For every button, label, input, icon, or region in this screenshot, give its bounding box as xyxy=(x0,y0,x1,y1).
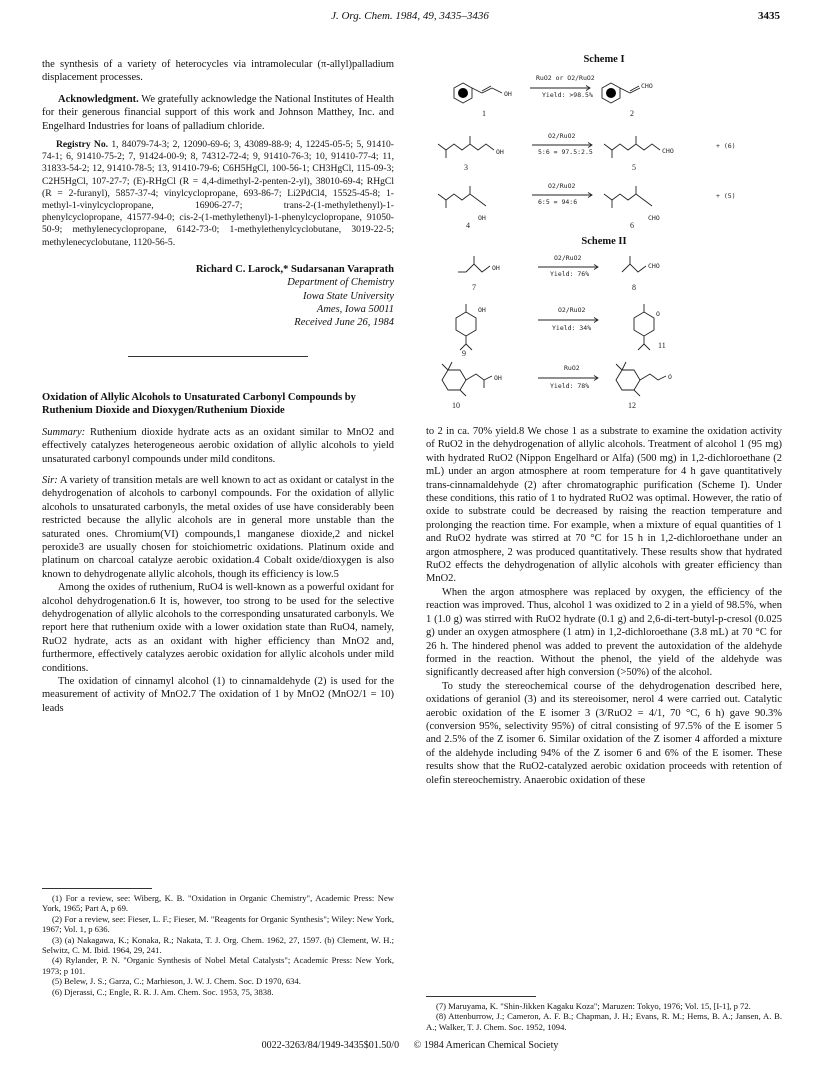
right-footnotes xyxy=(426,988,782,1032)
aromatic-circle xyxy=(458,88,468,98)
footnote: (4) Rylander, P. N. "Organic Synthesis of Nobel Metal Catalysts"; Academic Press: New York, 1973; p 101. xyxy=(42,955,394,976)
compound-number: 2 xyxy=(630,109,634,118)
compound-number: 8 xyxy=(632,283,636,292)
compound-number: 10 xyxy=(452,401,460,410)
cho-label: CHO xyxy=(648,214,660,222)
ketone-o-label: O xyxy=(656,310,660,318)
compound-number: 6 xyxy=(630,221,634,230)
compound-number: 12 xyxy=(628,401,636,410)
cyclohexene-ring xyxy=(456,312,476,336)
footnote: (2) For a review, see: Fieser, L. F.; Fieser, M. "Reagents for Organic Synthesis"; Wiley: New York, 1967; Vol. 1, p 636. xyxy=(42,913,394,935)
oh-label: OH xyxy=(478,214,486,222)
acknowledgment-heading: Acknowledgment. xyxy=(58,93,139,105)
acknowledgment-text: We gratefully acknowledge the National Institutes of Health for their generous financial support of this work and Johnson Matthey, Inc. and Engelhard Industries for loans of palladium chloride. xyxy=(42,93,394,132)
registry-numbers xyxy=(42,139,394,249)
ratio-label: 6:5 = 94:6 xyxy=(538,198,578,206)
affiliation-line: Department of Chemistry xyxy=(287,277,394,289)
oh-label: OH xyxy=(478,306,486,314)
reaction-1-cinnamyl-oxidation xyxy=(426,66,782,122)
yield-label: Yield: 76% xyxy=(550,270,590,278)
summary-label: Summary: xyxy=(42,426,86,438)
geraniol-chain xyxy=(438,144,494,150)
oh-label: OH xyxy=(496,148,504,156)
acknowledgment xyxy=(42,93,394,133)
registry-text: 1, 84079-74-3; 2, 12090-69-6; 3, 43089-88-9; 4, 12245-05-5; 5, 91410-74-1; 6, 91410-75-2; 7, 91424-00-9; 8, 74312-72-4; 9, 91410-76-3; 10, 91410-77-4; 11, 31833-54-2; 12, 91410-78-5; 13, 91410-79-6; C6H5HgCl, 100-56-1; CH3HgCl, 115-09-3; C2H5HgCl, 107-27-7; (E)-RHgCl (R = 4,4-dimethyl-2-penten-2-yl), 38010-69-4; RHgCl (R = 2-furanyl), 5857-37-4; vinylcyclopropane, 693-86-7; Li2PdCl4, 15525-45-8; 1-methyl-1-vinylcyclopropane, 16906-27-7; trans-2-(1-methylethenyl)-1-phenylcyclopropane, 41577-94-0; cis-2-(1-methylethenyl)-1-phenylcyclopropane, 91050-50-9; methylenecyclopropane, 6142-73-0; 1-methylethenylcyclobutane, 3019-22-5; methylenecyclobutane, 1120-56-5. xyxy=(42,139,394,248)
compound-number: 9 xyxy=(462,349,466,358)
affiliation-line: Iowa State University xyxy=(303,290,394,302)
article-title: Oxidation of Allylic Alcohols to Unsaturated Carbonyl Compounds by Ruthenium Dioxide and Dioxygen/Ruthenium Dioxide xyxy=(42,391,356,417)
footnote: (7) Maruyama, K. "Shin-Jikken Kagaku Koza"; Maruzen: Tokyo, 1976; Vol. 15, [I-1], p 72. xyxy=(436,1001,751,1011)
paragraph-text: A variety of transition metals are well known to act as oxidant or catalyst in the dehydrogenation of alcohols to carbonyl compounds. For the oxidation of allylic alcohols to unsaturated carbonyls, the metal oxides of use have considerably been restricted because the allylic alcohols are in general more unstable than the saturated ones. Chromium(VI) compounds,1 manganese dioxide,2 and nickel peroxide3 are usually chosen for stoichiometric oxidations. Platinum oxide and platinum on charcoal catalyze aerobic oxidation.4 Cobalt oxide/dioxygen is also known to dehydrogenate allylic alcohols, though its efficiency is low.5 xyxy=(42,474,394,580)
cyclohexenone-ring xyxy=(634,312,654,336)
affiliation-line: Ames, Iowa 50011 xyxy=(316,304,394,316)
left-footnotes xyxy=(42,880,394,997)
product-chain xyxy=(622,264,646,272)
reaction-schemes xyxy=(426,46,782,414)
compound-number: 4 xyxy=(466,221,470,230)
cho-label: CHO xyxy=(662,147,674,155)
reagent-label: RuO2 xyxy=(564,364,580,372)
oh-label: OH xyxy=(494,374,502,382)
copyright: © 1984 American Chemical Society xyxy=(413,1040,559,1051)
authors: Richard C. Larock,* Sudarsanan Varaprath xyxy=(195,263,394,275)
footnote-rule xyxy=(426,996,536,997)
allyl-chain xyxy=(472,88,502,93)
ratio-label: 5:6 = 97.5:2.5 xyxy=(538,148,593,156)
reagent-label: O2/RuO2 xyxy=(554,254,582,262)
yield-label: Yield: >98.5% xyxy=(542,91,593,99)
footnote: (1) For a review, see: Wiberg, K. B. "Oxidation in Organic Chemistry", Academic Press: New York, 1965; Part A, p 69. xyxy=(42,893,394,914)
trimethylcyclohexene-ring xyxy=(442,370,466,390)
footnote: (6) Djerassi, C.; Engle, R. R. J. Am. Chem. Soc. 1953, 75, 3838. xyxy=(52,986,274,997)
reaction-6-oxidation xyxy=(426,356,782,414)
aromatic-circle xyxy=(606,88,616,98)
paragraph: Among the oxides of ruthenium, RuO4 is well-known as a powerful oxidant for alcohol dehydrogenation.6 It is, however, too strong to be used for the selective dehydrogenation of allylic alcohols to the corresponding unsaturated carbonyls. We report here that ruthenium oxide with a lower oxidation state than RuO4, namely, RuO2 hydrate, acts as an oxidant with higher efficiency than MnO2 and, furthermore, effectively catalyzes aerobic oxidation for allylic alcohols under mild conditions. xyxy=(42,582,394,674)
reagent-label: O2/RuO2 xyxy=(558,306,586,314)
compound-number: 5 xyxy=(632,163,636,172)
footnote: (5) Belew, J. S.; Garza, C.; Marhieson, J. W. J. Chem. Soc. D 1970, 634. xyxy=(52,976,301,987)
received-date: Received June 26, 1984 xyxy=(294,317,394,329)
reagent-label: RuO2 or O2/RuO2 xyxy=(536,74,595,82)
affiliation xyxy=(42,276,394,330)
compound-number: 7 xyxy=(472,283,476,292)
paragraph: To study the stereochemical course of the dehydrogenation described here, oxidations of geraniol (3) and its stereoisomer, nerol 4 were carried out. Catalytic aerobic oxidation of the E isomer 3 (3/RuO2 = 4/1, 70 °C, 6 h) gave 90.3% (conversion 95%, selectivity 95%) of citral consisting of 97.5% of the E isomer 5 and 2.5% of the Z isomer 6. Similar oxidation of the Z isomer 4 afforded a mixture of the aldehyde including 94% of the Z isomer 6 and 6% of the E isomer. These results show that the RuO2-catalyzed aerobic oxidation proceeds with retention of olefin stereochemistry. Anaerobic oxidation of these xyxy=(426,680,782,786)
right-column xyxy=(426,425,782,787)
cho-label: CHO xyxy=(641,82,653,90)
trimethylcyclohexene-ring xyxy=(616,370,640,390)
citral-chain xyxy=(604,144,660,150)
neral-chain xyxy=(604,194,652,206)
reagent-label: O2/RuO2 xyxy=(548,182,576,190)
scheme-1-title: Scheme I xyxy=(583,54,625,65)
reagent-label: O2/RuO2 xyxy=(548,132,576,140)
oh-label: OH xyxy=(504,90,512,98)
footnote: (3) (a) Nakagawa, K.; Konaka, R.; Nakata, T. J. Org. Chem. 1962, 27, 1597. (b) Clement, W. H.; Selwitz, C. M. Ibid. 1964, 29, 241. xyxy=(42,934,394,956)
footnote: (8) Attenburrow, J.; Cameron, A. F. B.; Chapman, J. H.; Evans, R. M.; Hems, B. A.; Jansen, A. B. A.; Walker, T. J. Chem. Soc. 1952, 1094. xyxy=(426,1011,782,1032)
intro-text: the synthesis of a variety of heterocycles via intramolecular (π-allyl)palladium displacement processes. xyxy=(42,59,394,84)
paragraph: The oxidation of cinnamyl alcohol (1) to cinnamaldehyde (2) is used for the measurement of activity of MnO2.7 The oxidation of 1 by MnO2 (MnO2/1 = 10) leads xyxy=(42,676,394,714)
summary xyxy=(42,426,394,466)
ketone-o-label: O xyxy=(668,373,672,381)
registry-heading: Registry No. xyxy=(56,139,109,151)
oh-label: OH xyxy=(492,264,500,272)
summary-text: Ruthenium dioxide hydrate acts as an oxidant similar to MnO2 and effectively catalyzes heterogeneous aerobic oxidation of allylic alcohols to yield unsaturated carbonyl compounds under mild conditons. xyxy=(42,426,395,465)
left-column xyxy=(42,58,394,715)
footnote-rule xyxy=(42,888,152,889)
scheme-2-title: Scheme II xyxy=(581,236,627,247)
page-number: 3435 xyxy=(758,10,780,22)
compound-number: 3 xyxy=(464,163,468,172)
byproduct-label: + (6) xyxy=(716,142,736,150)
paragraph: to 2 in ca. 70% yield.8 We chose 1 as a substrate to examine the oxidation activity of RuO2 in the dehydrogenation of allylic alcohols. Treatment of alcohol 1 (95 mg) with hydrated RuO2 (Nippon Engelhard or Alfa) (500 mg) in 1,2-dichloroethane (2 mL) under an argon atmosphere at room temperature for 4 h gave quantitatively trans-cinnamaldehyde (2) after chromatographic purification (Scheme I). Under these conditions, this ratio of 1 to hydrated RuO2 was optimal. However, the ratio of oxide to substrate could be decreased by raising the reaction temperature and prolonging the reaction time. For example, when a mixture of equal quantities of 1 and RuO2 hydrate was stirred at 70 °C for 15 h in 1,2-dichloroethane under an argon atmosphere, 2 was produced quantitatively. These results show that hydrated RuO2 effects the dehydrogenation of allylic alcohols with greater efficiency than MnO2. xyxy=(426,426,782,585)
page-footer xyxy=(0,1040,820,1051)
side-chain xyxy=(640,374,666,380)
reaction-4-oxidation xyxy=(426,248,782,296)
side-chain xyxy=(466,374,492,380)
compound-number: 1 xyxy=(482,109,486,118)
sir-label: Sir: xyxy=(42,474,58,486)
substrate-chain xyxy=(466,264,490,272)
cho-label: CHO xyxy=(648,262,660,270)
section-divider xyxy=(128,356,308,357)
compound-number: 11 xyxy=(658,341,666,350)
yield-label: Yield: 78% xyxy=(550,382,590,390)
reaction-5-oxidation xyxy=(426,298,782,356)
journal-citation: J. Org. Chem. 1984, 49, 3435–3436 xyxy=(331,10,489,22)
article-code: 0022-3263/84/1949-3435$01.50/0 xyxy=(261,1040,400,1051)
reaction-2-geraniol-oxidation xyxy=(426,126,782,178)
paragraph xyxy=(42,474,394,581)
byproduct-label: + (5) xyxy=(716,192,736,200)
paragraph: When the argon atmosphere was replaced by oxygen, the efficiency of the reaction was improved. Thus, alcohol 1 was oxidized to 2 in a yield of 98.5%, when 1 (1.0 g) was stirred with RuO2 hydrate (0.1 g) and 2,6-di-tert-butyl-p-cresol (0.025 g) under an oxygen atmosphere (1 atm) in 1,2-dichloroethane (3.8 mL) at 70 °C for 26 h. The hindered phenol was added to prevent the autoxidation of the aldehyde formed in the reaction. Without the phenol, the yield of the aldehyde was significantly decreased after high conversion (>50%) of the alcohol. xyxy=(426,586,782,679)
nerol-chain xyxy=(438,194,486,206)
reaction-3-nerol-oxidation xyxy=(426,176,782,234)
yield-label: Yield: 34% xyxy=(552,324,592,332)
